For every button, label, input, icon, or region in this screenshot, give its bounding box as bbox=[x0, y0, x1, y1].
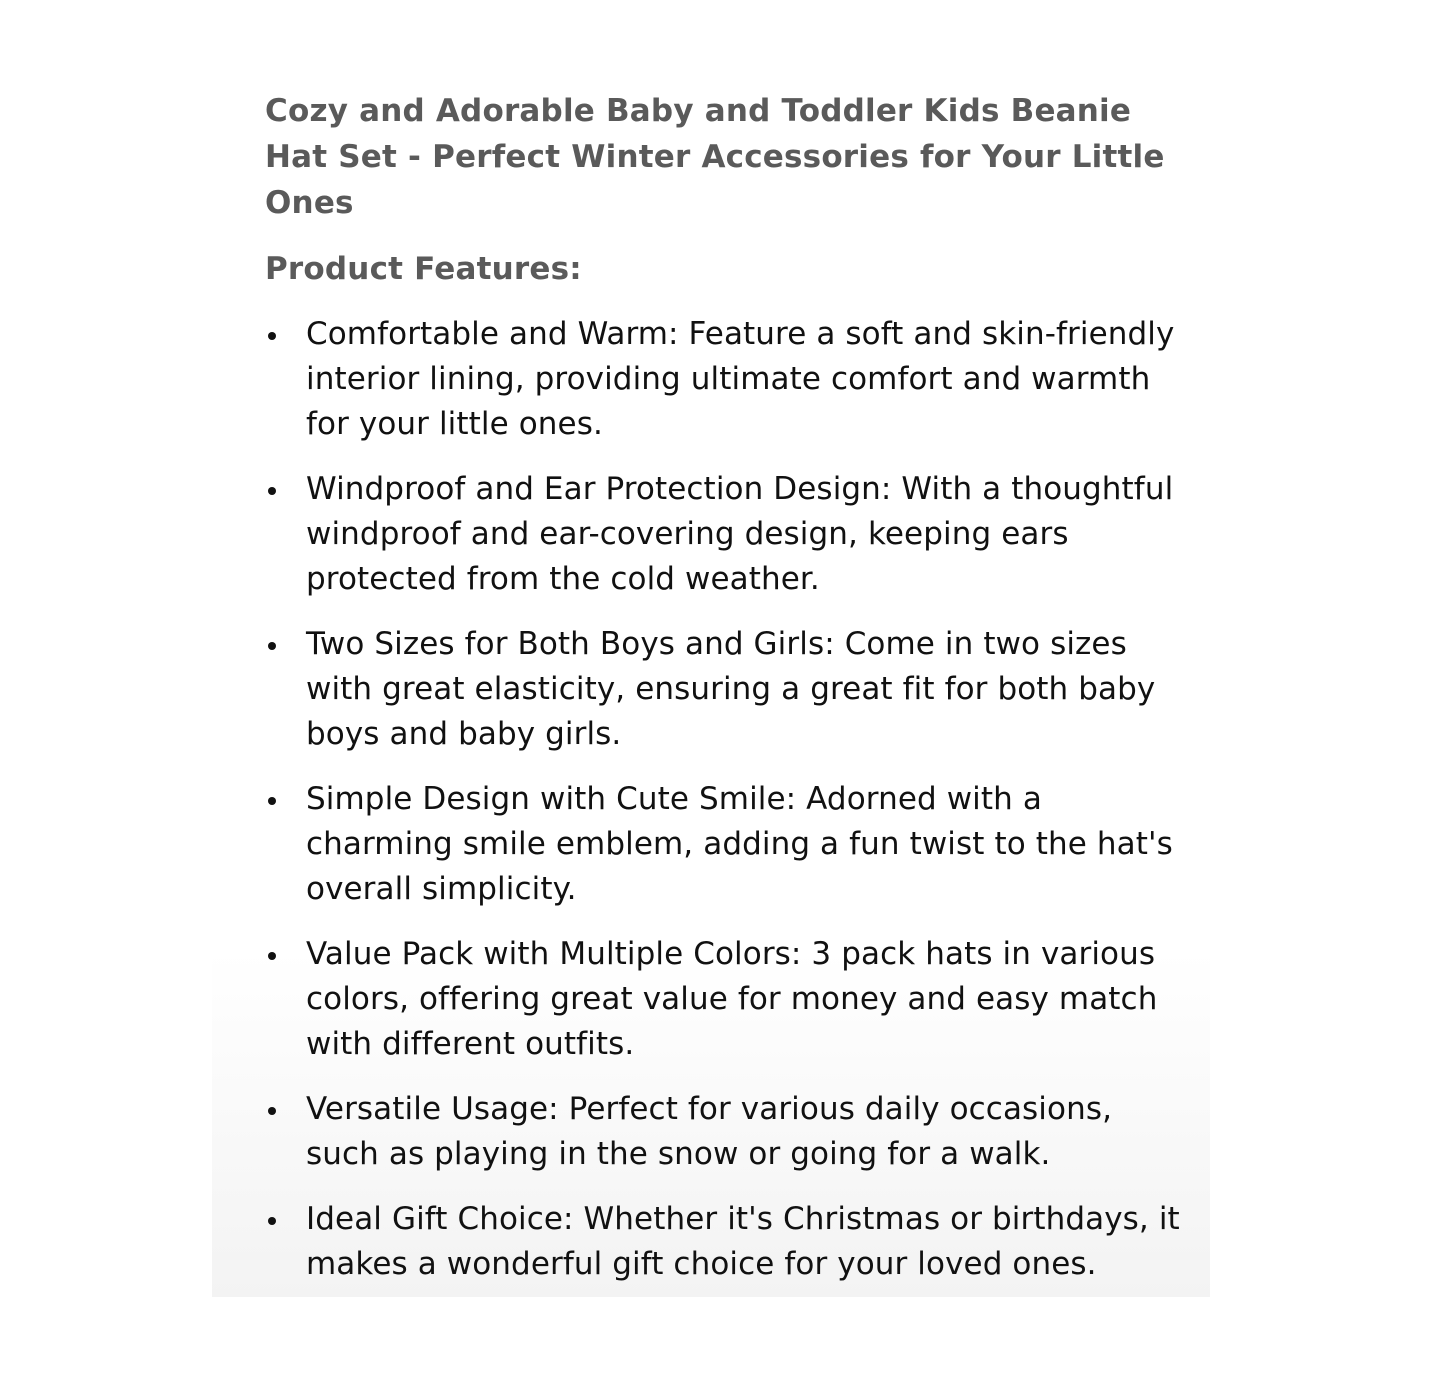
bullet-dot-icon bbox=[268, 332, 276, 340]
feature-item bbox=[265, 932, 1185, 1067]
feature-text: Versatile Usage: Perfect for various daily occasions, such as playing in the snow or going for a walk. bbox=[306, 1091, 1113, 1172]
feature-item bbox=[265, 622, 1185, 757]
feature-item bbox=[265, 1087, 1185, 1177]
feature-list bbox=[265, 312, 1185, 1287]
feature-item bbox=[265, 1197, 1185, 1287]
bullet-dot-icon bbox=[268, 952, 276, 960]
product-description bbox=[265, 88, 1185, 1307]
features-heading: Product Features: bbox=[265, 251, 582, 287]
feature-item bbox=[265, 467, 1185, 602]
bullet-dot-icon bbox=[268, 1107, 276, 1115]
feature-text: Comfortable and Warm: Feature a soft and skin-friendly interior lining, providing ultimate comfort and warmth for your little ones. bbox=[306, 316, 1175, 442]
feature-text: Two Sizes for Both Boys and Girls: Come in two sizes with great elasticity, ensuring a great fit for both baby boys and baby girls. bbox=[306, 626, 1156, 752]
product-title: Cozy and Adorable Baby and Toddler Kids Beanie Hat Set - Perfect Winter Accessories for Your Little Ones bbox=[265, 93, 1165, 221]
feature-item bbox=[265, 312, 1185, 447]
feature-text: Ideal Gift Choice: Whether it's Christmas or birthdays, it makes a wonderful gift choice for your loved ones. bbox=[306, 1201, 1180, 1282]
feature-item bbox=[265, 777, 1185, 912]
bullet-dot-icon bbox=[268, 797, 276, 805]
bullet-dot-icon bbox=[268, 642, 276, 650]
bullet-dot-icon bbox=[268, 1217, 276, 1225]
feature-text: Windproof and Ear Protection Design: With a thoughtful windproof and ear-covering design, keeping ears protected from the cold weather. bbox=[306, 471, 1174, 597]
feature-text: Simple Design with Cute Smile: Adorned with a charming smile emblem, adding a fun twist to the hat's overall simplicity. bbox=[306, 781, 1173, 907]
feature-text: Value Pack with Multiple Colors: 3 pack hats in various colors, offering great value for money and easy match with different outfits. bbox=[306, 936, 1158, 1062]
bullet-dot-icon bbox=[268, 487, 276, 495]
